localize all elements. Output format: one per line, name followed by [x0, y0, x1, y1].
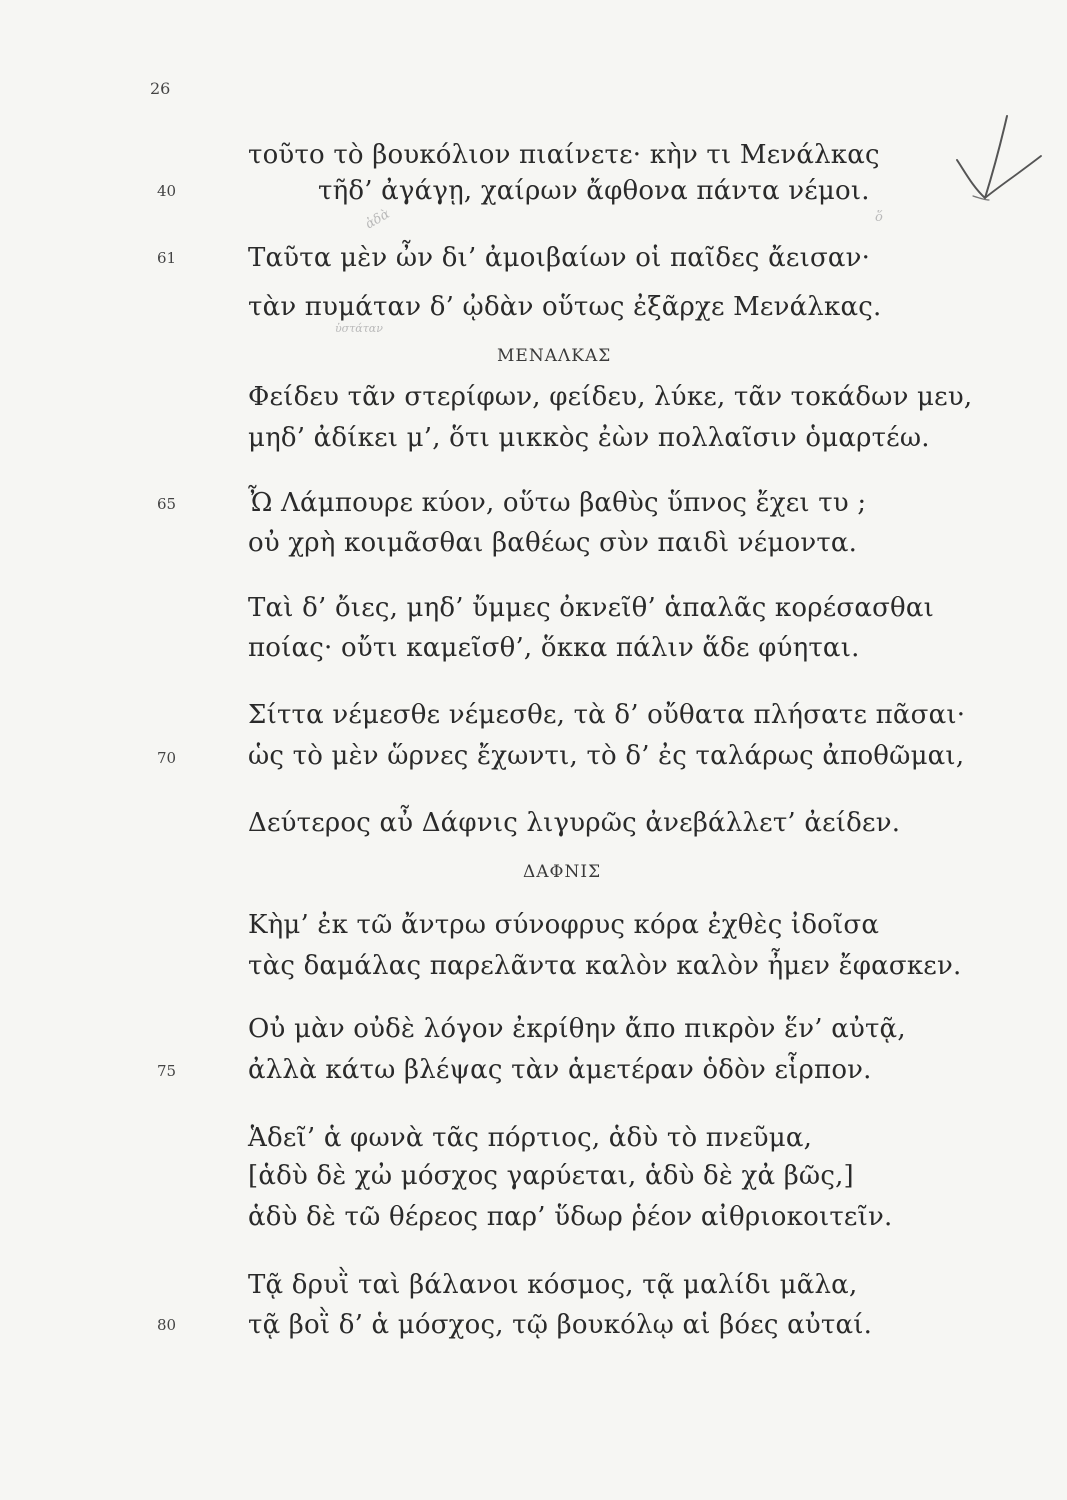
- verse-line: οὐ χρὴ κοιμᾶσθαι βαθέως σὺν παιδὶ νέμοντα.: [248, 528, 858, 558]
- speaker-heading: ΔΑΦΝΙΣ: [523, 862, 602, 882]
- verse-line: Ἁδεῖ’ ἁ φωνὰ τᾶς πόρτιος, ἁδὺ τὸ πνεῦμα,: [248, 1123, 813, 1153]
- line-number-61: 61: [157, 249, 177, 267]
- verse-line: ἁδὺ δὲ τῶ θέρεος παρ’ ὕδωρ ῥέον αἰθριοκοιτεῖν.: [248, 1202, 893, 1232]
- line-number-40: 40: [157, 182, 177, 200]
- verse-line: Ὦ Λάμπουρε κύον, οὕτω βαθὺς ὕπνος ἔχει τυ ;: [248, 488, 867, 518]
- verse-line: μηδ’ ἀδίκει μ’, ὅτι μικκὸς ἐὼν πολλαῖσιν ὁμαρτέω.: [248, 423, 930, 453]
- verse-line: Ταῦτα μὲν ὦν δι’ ἀμοιβαίων οἱ παῖδες ἄεισαν·: [248, 243, 871, 273]
- verse-line: ποίας· οὔτι καμεῖσθ’, ὅκκα πάλιν ἅδε φύηται.: [248, 633, 860, 663]
- verse-line: τᾷ βοῒ δ’ ἁ μόσχος, τῷ βουκόλῳ αἱ βόες αὐταί.: [248, 1310, 873, 1340]
- verse-line: [ἁδὺ δὲ χὠ μόσχος γαρύεται, ἁδὺ δὲ χἀ βῶς,]: [248, 1161, 854, 1191]
- verse-line: Κὴμ’ ἐκ τῶ ἄντρω σύνοφρυς κόρα ἐχθὲς ἰδοῖσα: [248, 910, 880, 940]
- verse-line: τὰν πυμάταν δ’ ᾠδὰν οὕτως ἐξᾶρχε Μενάλκας.: [248, 292, 882, 322]
- verse-line: τῆδ’ ἀγάγῃ, χαίρων ἄφθονα πάντα νέμοι.: [318, 176, 870, 206]
- verse-line: Τᾷ δρυῒ ταὶ βάλανοι κόσμος, τᾷ μαλίδι μᾶλα,: [248, 1270, 858, 1300]
- line-number-75: 75: [157, 1062, 177, 1080]
- verse-line: τὰς δαμάλας παρελᾶντα καλὸν καλὸν ἦμεν ἔφασκεν.: [248, 951, 962, 981]
- speaker-heading: ΜΕΝΑΛΚΑΣ: [497, 346, 612, 366]
- faint-annotation: ἀδὰ: [362, 206, 393, 233]
- verse-line: ὡς τὸ μὲν ὥρνες ἔχωντι, τὸ δ’ ἐς ταλάρως ἀποθῶμαι,: [248, 741, 965, 771]
- line-number-65: 65: [157, 495, 177, 513]
- line-number-80: 80: [157, 1316, 177, 1334]
- line-number-70: 70: [157, 749, 177, 767]
- handwritten-checkmark-icon: [945, 112, 1055, 212]
- page-number: 26: [150, 79, 171, 98]
- faint-annotation: ὅ: [875, 210, 883, 225]
- verse-line: Σίττα νέμεσθε νέμεσθε, τὰ δ’ οὔθατα πλήσατε πᾶσαι·: [248, 700, 966, 730]
- faint-annotation: ὑστάταν: [335, 322, 383, 335]
- verse-line: τοῦτο τὸ βουκόλιον πιαίνετε· κὴν τι Μενάλκας: [248, 140, 880, 170]
- verse-line: Ταὶ δ’ ὄιες, μηδ’ ὔμμες ὀκνεῖθ’ ἁπαλᾶς κορέσασθαι: [248, 593, 935, 623]
- verse-line: ἀλλὰ κάτω βλέψας τὰν ἁμετέραν ὁδὸν εἷρπον.: [248, 1055, 872, 1085]
- verse-line: Δεύτερος αὖ Δάφνις λιγυρῶς ἀνεβάλλετ’ ἀείδεν.: [248, 808, 901, 838]
- verse-line: Οὐ μὰν οὐδὲ λόγον ἐκρίθην ἄπο πικρὸν ἕν’ αὐτᾷ,: [248, 1014, 906, 1044]
- verse-line: Φείδευ τᾶν στερίφων, φείδευ, λύκε, τᾶν τοκάδων μευ,: [248, 382, 973, 412]
